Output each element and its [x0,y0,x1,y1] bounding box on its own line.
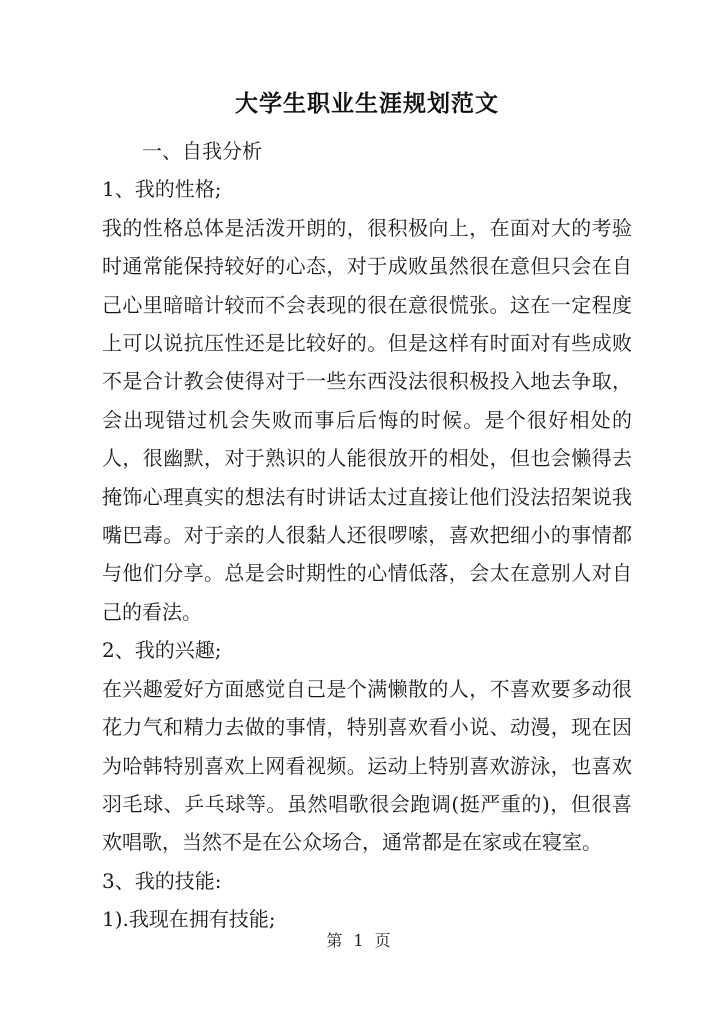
section-heading-self-analysis: 一、自我分析 [142,139,262,163]
paragraph-personality: 我的性格总体是活泼开朗的，很积极向上，在面对大的考验时通常能保持较好的心态，对于成败虽然很在意但只会在自己心里暗暗计较而不会表现的很在意很慌张。这在一定程度上可以说抗压性还是比较好的。但是这样有时面对有些成败不是合计教会使得对于一些东西没法很积极投入地去争取，会出现错过机会失败而事后后悔的时候。是个很好相处的人，很幽默，对于熟识的人能很放开的相处，但也会懒得去掩饰心理真实的想法有时讲话太过直接让他们没法招架说我嘴巴毒。对于亲的人很黏人还很啰嗦，喜欢把细小的事情都与他们分享。总是会时期性的心情低落，会太在意别人对自己的看法。 [102,215,632,624]
list-item-current-skills: 1).我现在拥有技能; [102,907,276,932]
list-item-interests: 2、我的兴趣; [102,638,222,663]
list-item-personality: 1、我的性格; [102,177,222,202]
page-number: 第 1 页 [326,931,394,950]
document-body [102,84,632,939]
list-item-skills: 3、我的技能: [102,868,222,893]
page-title: 大学生职业生涯规划范文 [235,90,499,117]
paragraph-interests: 在兴趣爱好方面感觉自己是个满懒散的人，不喜欢要多动很花力气和精力去做的事情，特别喜欢看小说、动漫，现在因为哈韩特别喜欢上网看视频。运动上特别喜欢游泳，也喜欢羽毛球、乒乓球等。虽然唱歌很会跑调(挺严重的)，但很喜欢唱歌，当然不是在公众场合，通常都是在家或在寝室。 [102,676,632,855]
